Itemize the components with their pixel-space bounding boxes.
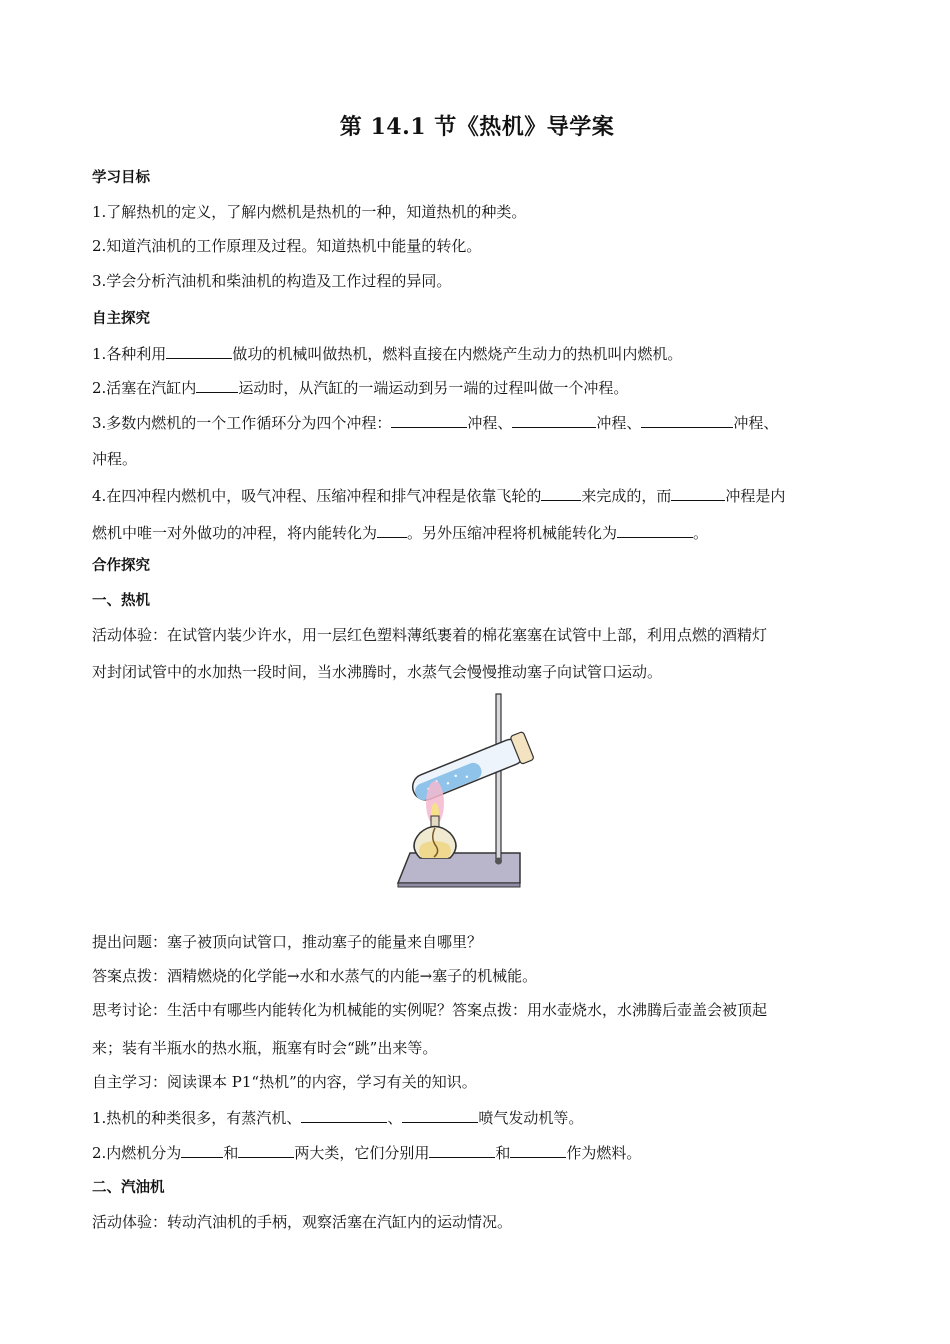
answer-blank[interactable] xyxy=(617,521,693,538)
activity-text: 活动体验：转动汽油机的手柄，观察活塞在汽缸内的运动情况。 xyxy=(92,1213,513,1231)
answer-blank[interactable] xyxy=(402,1106,478,1123)
answer-blank[interactable] xyxy=(429,1141,495,1158)
answer-blank[interactable] xyxy=(391,411,467,428)
objectives-heading: 学习目标 xyxy=(92,170,150,186)
answer-blank[interactable] xyxy=(510,1141,566,1158)
answer-blank[interactable] xyxy=(181,1141,223,1158)
activity-text: 对封闭试管中的水加热一段时间，当水沸腾时，水蒸气会慢慢推动塞子向试管口运动。 xyxy=(92,663,663,681)
discussion-text: 思考讨论：生活中有哪些内能转化为机械能的实例呢？答案点拨：用水壶烧水，水沸腾后壶盖会被顶起 xyxy=(92,1001,768,1019)
fill-question-4-cont: 燃机中唯一对外做功的冲程，将内能转化为 。另外压缩冲程将机械能转化为 。 xyxy=(92,521,708,543)
test-tube-heating-illustration xyxy=(380,688,548,898)
objective-item: 1.了解热机的定义，了解内燃机是热机的一种，知道热机的种类。 xyxy=(92,203,527,221)
question-text: 提出问题：塞子被顶向试管口，推动塞子的能量来自哪里？ xyxy=(92,933,483,951)
answer-blank[interactable] xyxy=(641,411,733,428)
answer-blank[interactable] xyxy=(196,376,238,393)
answer-blank[interactable] xyxy=(301,1106,387,1123)
fill-question-1: 1.各种利用 做功的机械叫做热机，燃料直接在内燃烧产生动力的热机叫内燃机。 xyxy=(92,342,682,364)
experiment-figure xyxy=(380,688,548,898)
coop-heading: 合作探究 xyxy=(92,558,150,574)
answer-text: 答案点拨：酒精燃烧的化学能→水和水蒸气的内能→塞子的机械能。 xyxy=(92,967,538,985)
answer-blank[interactable] xyxy=(377,521,407,538)
answer-blank[interactable] xyxy=(512,411,596,428)
stand-base-plate xyxy=(398,853,520,883)
fill-question-ice-types: 2.内燃机分为 和 两大类，它们分别用 和 作为燃料。 xyxy=(92,1141,641,1163)
answer-blank[interactable] xyxy=(238,1141,294,1158)
answer-blank[interactable] xyxy=(541,484,581,501)
stand-rod xyxy=(496,694,501,862)
fill-question-types: 1.热机的种类很多，有蒸汽机、 、 喷气发动机等。 xyxy=(92,1106,583,1128)
activity-text: 活动体验：在试管内装少许水，用一层红色塑料薄纸裹着的棉花塞塞在试管中上部，利用点燃的酒精灯 xyxy=(92,626,768,644)
fill-question-3-cont: 冲程。 xyxy=(92,450,138,468)
objective-item: 2.知道汽油机的工作原理及过程。知道热机中能量的转化。 xyxy=(92,237,482,255)
page-title: 第 14.1 节《热机》导学案 xyxy=(339,114,615,140)
section-heading-heat-engine: 一、热机 xyxy=(92,593,150,609)
objective-item: 3.学会分析汽油机和柴油机的构造及工作过程的异同。 xyxy=(92,272,452,290)
fill-question-4: 4.在四冲程内燃机中，吸气冲程、压缩冲程和排气冲程是依靠飞轮的 来完成的，而 冲程是内 xyxy=(92,484,785,506)
fill-question-2: 2.活塞在汽缸内 运动时，从汽缸的一端运动到另一端的过程叫做一个冲程。 xyxy=(92,376,628,398)
self-learn-text: 自主学习：阅读课本 P1“热机”的内容，学习有关的知识。 xyxy=(92,1073,477,1091)
self-study-heading: 自主探究 xyxy=(92,311,150,327)
answer-blank[interactable] xyxy=(166,342,232,359)
answer-blank[interactable] xyxy=(671,484,725,501)
fill-question-3: 3.多数内燃机的一个工作循环分为四个冲程： 冲程、 冲程、 冲程、 xyxy=(92,411,778,433)
discussion-text: 来；装有半瓶水的热水瓶，瓶塞有时会“跳”出来等。 xyxy=(92,1039,438,1057)
section-heading-gasoline-engine: 二、汽油机 xyxy=(92,1180,165,1196)
